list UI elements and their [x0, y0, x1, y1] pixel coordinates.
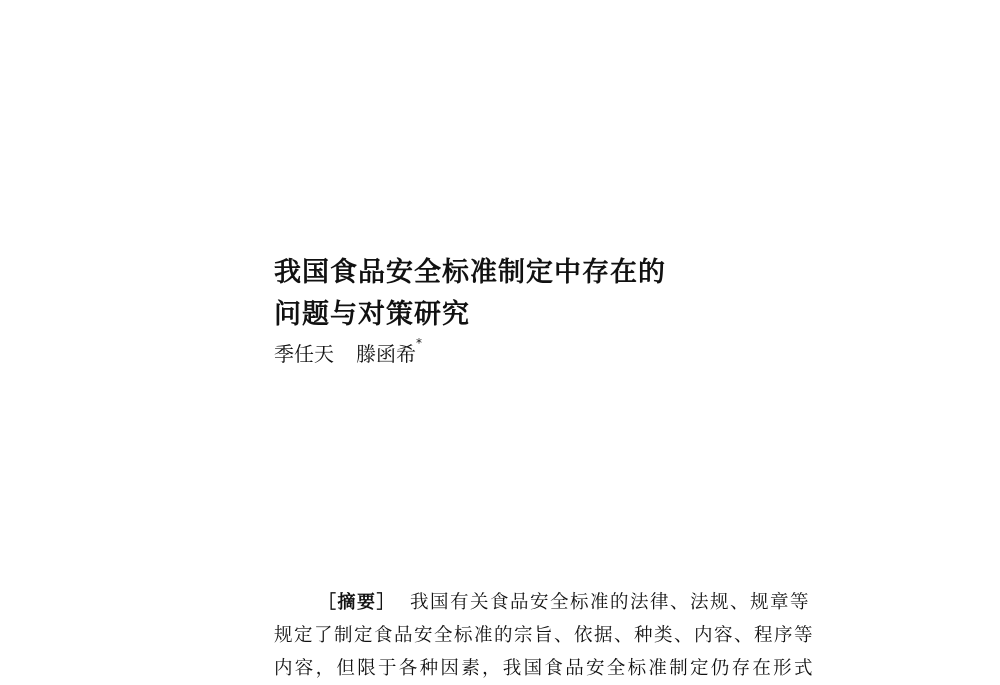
abstract-line-2: 规定了制定食品安全标准的宗旨、依据、种类、内容、程序等 [274, 625, 814, 646]
author-2: 滕函希 [356, 342, 416, 366]
abstract [274, 586, 814, 685]
authors [274, 338, 422, 367]
abstract-line-3: 内容，但限于各种因素，我国食品安全标准制定仍存在形式 [274, 658, 814, 679]
author-1: 季任天 [274, 342, 334, 366]
abstract-label: ［摘要］ [318, 592, 396, 613]
abstract-line-1 [274, 586, 814, 619]
title-line-1: 我国食品安全标准制定中存在的 [274, 257, 666, 288]
title-line-2: 问题与对策研究 [274, 299, 470, 330]
author-footnote-mark: * [416, 336, 422, 350]
abstract-text-1: 我国有关食品安全标准的法律、法规、规章等 [410, 592, 811, 613]
